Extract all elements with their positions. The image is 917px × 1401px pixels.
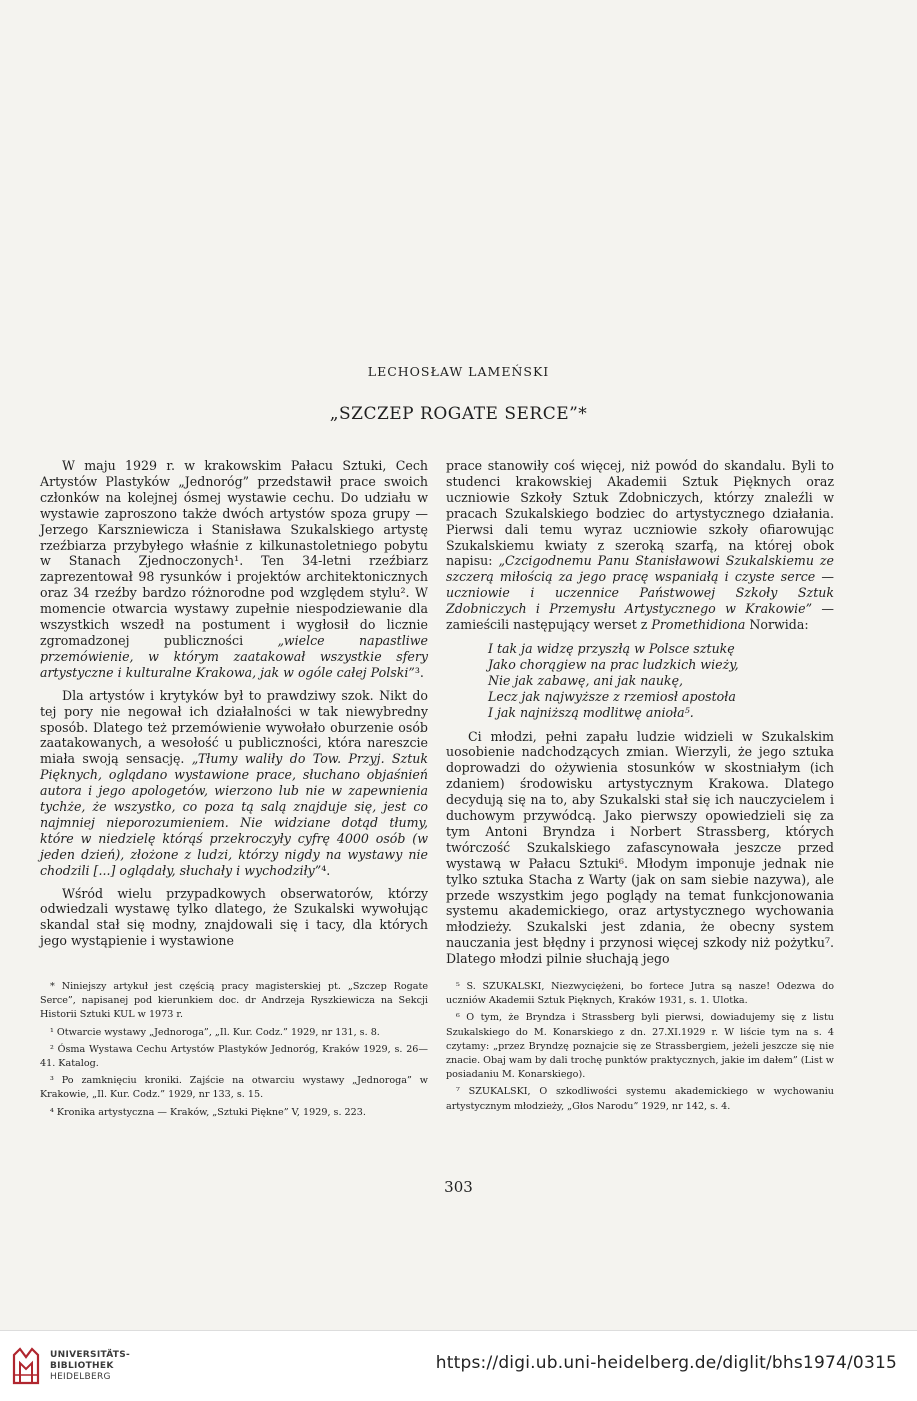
footnote: ¹ Otwarcie wystawy „Jednoroga”, „Il. Kur. Codz.” 1929, nr 131, s. 8.: [50, 1026, 380, 1038]
footnote: * Niniejszy artykuł jest częścią pracy magisterskiej pt. „Szczep Rogate Serce”, napisanej pod kierunkiem doc. dr Andrzeja Ryszkiewicza na Sekcji Historii Sztuki KUL w 1973 r.: [40, 981, 428, 1021]
footnote: ² Ósma Wystawa Cechu Artystów Plastyków Jednoróg, Kraków 1929, s. 26—41. Katalog.: [40, 1043, 428, 1070]
university-library-logo-icon[interactable]: [10, 1345, 42, 1385]
paragraph: W maju 1929 r. w krakowskim Pałacu Sztuki, Cech Artystów Plastyków „Jednoróg” przedstawił prace swoich członków na kolejnej ósmej wystawie cechu. Do udziału w wystawie zaproszono także dwóch artystów spoza grupy — Jerzego Karszniewicza i Stanisława Szukalskiego artystę rzeźbiarza przybyłego właśnie z kilkunastoletniego pobytu w Stanach Zjednoczonych¹. Ten 34-letni rzeźbiarz zaprezentował 98 rysunków i projektów architektonicznych oraz 34 rzeźby bardzo różnorodne pod względem stylu². W momencie otwarcia wystawy zupełnie niespodziewanie dla wszystkich wszedł na postument i wygłosił do licznie zgromadzonej publiczności „wielce napastliwe przemówienie, w którym zaatakował wszystkie sfery artystyczne i kulturalne Krakowa, jak w ogóle całej Polski”³.: [40, 458, 428, 680]
footnote: ⁴ Kronika artystyczna — Kraków, „Sztuki Piękne” V, 1929, s. 223.: [50, 1106, 366, 1118]
page-number: 303: [444, 1178, 473, 1196]
paragraph: Ci młodzi, pełni zapału ludzie widzieli w Szukalskim uosobienie nadchodzących zmian. Wierzyli, że jego sztuka doprowadzi do ożywienia stosunków w skostniałym (ich zdaniem) środowisku artystycznym Krakowa. Dlatego decydują się na to, aby Szukalski stał się ich nauczycielem i duchowym przywódcą. Jako pierwszy opowiedzieli się za tym Antoni Bryndza i Norbert Strassberg, których twórczość Szukalskiego zafascynowała jeszcze przed wystawą w Pałacu Sztuki⁶. Młodym imponuje jednak nie tylko sztuka Stacha z Warty (jak on sam siebie nazywa), ale przede wszystkim jego poglądy na temat funkcjonowania systemu akademickiego, oraz artystycznego wychowania młodzieży. Szukalski jest zdania, że obecny system nauczania jest błędny i przynosi więcej szkody niż pożytku⁷. Dlatego młodzi pilnie słuchają jego: [446, 728, 834, 967]
left-column: [40, 458, 428, 956]
poem-line: I tak ja widzę przyszłą w Polsce sztukę: [488, 640, 735, 656]
poem-quote: [488, 641, 834, 721]
footnotes-right: [446, 980, 834, 1117]
permalink-url[interactable]: https://digi.ub.uni-heidelberg.de/diglit/bhs1974/0315: [435, 1353, 897, 1373]
footnotes-left: [40, 980, 428, 1123]
poem-line: Lecz jak najwyższe z rzemiosł apostoła: [488, 688, 736, 704]
footnote: ⁷ SZUKALSKI, O szkodliwości systemu akademickiego w wychowaniu artystycznym młodzieży, „Głos Narodu” 1929, nr 142, s. 4.: [446, 1086, 834, 1112]
right-column: [446, 458, 834, 974]
paragraph: Dla artystów i krytyków był to prawdziwy szok. Nikt do tej pory nie negował ich działalności w tak niewybredny sposób. Dlatego też przemówienie wywołało oburzenie osób zaatakowanych, a wesołość u publiczności, która nareszcie miała swoją sensację. „Tłumy waliły do Tow. Przyj. Sztuk Pięknych, oglądano wystawione prace, słuchano objaśnień autora i jego apologetów, wierzono lub nie w zapewnienia tychże, że wszystko, co poza tą salą znajduje się, jest co najmniej nieporozumieniem. Nie widziane dotąd tłumy, które w niedzielę którąś przekroczyły cyfrę 4000 osób (w jeden dzień), złożone z ludzi, którzy nigdy na wystawy nie chodzili [...] oglądały, słuchały i wychodziły”⁴.: [40, 687, 429, 878]
poem-line: I jak najniższą modlitwę anioła⁵.: [488, 704, 694, 720]
footnote: ⁶ O tym, że Bryndza i Strassberg byli pierwsi, dowiadujemy się z listu Szukalskiego do M. Konarskiego z dn. 27.XI.1929 r. W liście tym na s. 4 czytamy: „przez Bryndzę poznajcie się ze Strassbergiem, jeżeli jeszcze się nie znacie. Obaj wam by dali trochę punktów praktycznych, jakie im dałem” (List w posiadaniu M. Konarskiego).: [446, 1012, 835, 1081]
article-title: „SZCZEP ROGATE SERCE”*: [329, 404, 588, 424]
footnote: ⁵ S. SZUKALSKI, Niezwyciężeni, bo fortece Jutra są nasze! Odezwa do uczniów Akademii Sztuk Pięknych, Kraków 1931, s. 1. Ulotka.: [446, 981, 834, 1007]
paragraph: Wśród wielu przypadkowych obserwatorów, którzy odwiedzali wystawę tylko dlatego, że Szukalski wywołując skandal stał się modny, znajdowali się i tacy, dla których jego wystąpienie i wystawione: [40, 885, 428, 949]
footnote: ³ Po zamknięciu kroniki. Zajście na otwarciu wystawy „Jednoroga” w Krakowie, „Il. Kur. Codz.” 1929, nr 133, s. 15.: [40, 1075, 428, 1101]
paragraph: prace stanowiły coś więcej, niż powód do skandalu. Byli to studenci krakowskiej Akademii Sztuk Pięknych oraz uczniowie Szkoły Sztuk Zdobniczych, którzy znaleźli w pracach Szukalskiego bodziec do artystycznego działania. Pierwsi dali temu wyraz uczniowie szkoły ofiarowując Szukalskiemu kwiaty z szeroką szarfą, na której obok napisu: „Czcigodnemu Panu Stanisławowi Szukalskiemu ze szczerą miłością za jego pracę wspaniałą i czyste serce — uczniowie i uczennice Państwowej Szkoły Sztuk Zdobniczych i Przemysłu Artystycznego w Krakowie” — zamieścili następujący werset z Promethidiona Norwida:: [446, 458, 835, 633]
poem-line: Jako chorągiew na prac ludzkich wieży,: [488, 656, 739, 672]
library-name[interactable]: UNIVERSITÄTS- BIBLIOTHEK HEIDELBERG: [50, 1350, 131, 1382]
poem-line: Nie jak zabawę, ani jak naukę,: [488, 672, 684, 688]
article-author: LECHOSŁAW LAMEŃSKI: [367, 364, 550, 379]
library-footer: [0, 1330, 917, 1401]
